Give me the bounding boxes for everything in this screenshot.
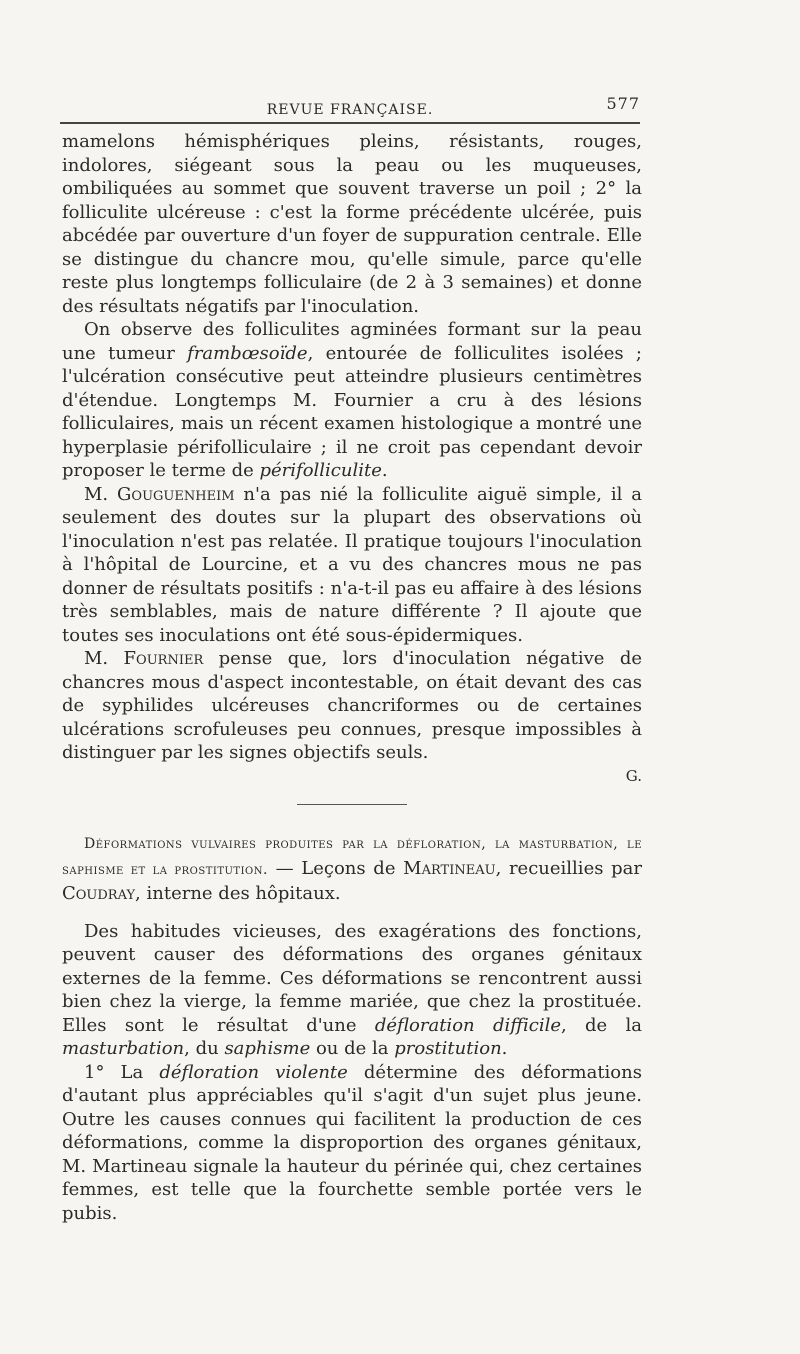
page-header <box>60 94 640 122</box>
text-run: n'a pas nié la folliculite aiguë simple, il a seulement des doutes sur la plupart des observations où l'inoculation n'est pas relatée. Il pratique toujours l'inoculation à l'hôpital de Lourcine, et a vu des chancres mous ne pas donner de résultats positifs : n'a-t-il pas eu affaire à des lésions très semblables, mais de nature différente ? Il ajoute que toutes ses inoculations ont été sous-épidermiques. <box>62 483 642 646</box>
text-run: Des habitudes vicieuses, des exagérations des fonctions, peuvent causer des déformations des organes génitaux externes de la femme. Ces déformations se rencontrent aussi bien chez la vierge, la femme mariée, que chez la prostituée. Elles sont le résultat d'une <box>62 920 642 1036</box>
paragraph-gouguenheim <box>62 483 642 648</box>
body-text <box>62 130 642 1225</box>
paragraph-habitudes <box>62 920 642 1061</box>
section-separator <box>297 804 407 805</box>
paragraph-defloration <box>62 1061 642 1226</box>
intern-name: Coudray <box>62 883 136 904</box>
text-run: 1° La <box>84 1061 160 1083</box>
emphasis: saphisme <box>224 1038 311 1059</box>
signature: G. <box>625 766 642 785</box>
text-run: . <box>501 1038 508 1059</box>
paragraph-fournier <box>62 647 642 765</box>
emphasis: défloration difficile <box>374 1014 561 1036</box>
emphasis: défloration violente <box>159 1061 348 1083</box>
running-title: REVUE FRANÇAISE. <box>266 102 434 118</box>
page-number: 577 <box>606 94 640 113</box>
text-run: — Leçons de <box>267 857 404 879</box>
text-run: pense que, lors d'inoculation négative de chancres mous d'aspect incontestable, on était devant des cas de syphilides ulcéreuses chancriformes ou de certaines ulcérations scrofuleuses peu connues, presque impossibles à distinguer par les signes objectifs seuls. <box>62 648 642 763</box>
emphasis-frambo: frambœsoïde <box>187 342 308 364</box>
text-run: , du <box>184 1038 225 1059</box>
paragraph-folliculites-agminees <box>62 318 642 483</box>
text-run: , recueillies par <box>495 857 642 879</box>
text-run: , entourée de folliculites isolées ; l'ulcération consécutive peut atteindre plusieurs centimètres d'étendue. Longtemps M. Fournier a cru à des lésions folliculaires, mais un récent examen histologique a montré une hyperplasie périfolliculaire ; il ne croit pas cependant devoir proposer le terme de <box>62 342 642 481</box>
emphasis: prostitution <box>394 1038 502 1059</box>
author-name: Martineau <box>403 857 496 879</box>
text-run: détermine des déformations d'autant plus appréciables qu'il s'agit d'un sujet plus jeune. Outre les causes connues qui facilitent la production de ces déformations, comme la disproportion des organes génitaux, M. Martineau signale la hauteur du périnée qui, chez certaines femmes, est telle que la fourchette semble portée vers le pubis. <box>62 1061 642 1224</box>
review-title: Déformations vulvaires produites par la défloration, la masturbation, le saphisme et la prostitution. <box>62 836 642 878</box>
emphasis-perifolliculite: périfolliculite <box>259 460 382 481</box>
review-heading <box>62 831 642 906</box>
emphasis: masturbation <box>62 1038 185 1059</box>
text-run: , interne des hôpitaux. <box>135 883 341 904</box>
text-run: . <box>381 460 388 481</box>
speaker-name: M. Gouguenheim <box>84 483 235 505</box>
header-rule <box>60 122 640 124</box>
text-run: On observe des folliculites agminées formant sur la peau une tumeur <box>62 319 642 364</box>
paragraph-mamelons: mamelons hémisphériques pleins, résistants, rouges, indolores, siégeant sous la peau ou les muqueuses, ombiliquées au sommet que souvent traverse un poil ; 2° la folliculite ulcéreuse : c'est la forme précédente ulcérée, puis abcédée par ouverture d'un foyer de suppuration centrale. Elle se distingue du chancre mou, qu'elle simule, parce qu'elle reste plus longtemps folliculaire (de 2 à 3 semaines) et donne des résultats négatifs par l'inoculation. <box>62 131 642 317</box>
text-run: ou de la <box>310 1038 395 1059</box>
speaker-name: M. Fournier <box>84 648 204 669</box>
text-run: , de la <box>560 1014 643 1036</box>
